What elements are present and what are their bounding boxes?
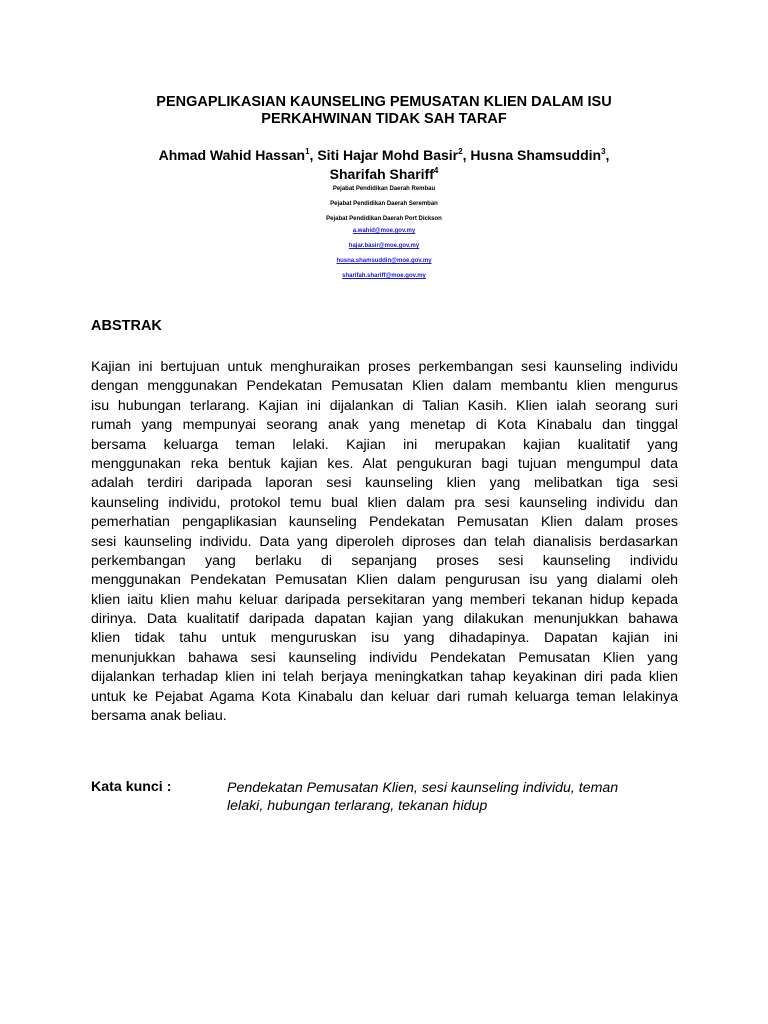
author-line-1: Ahmad Wahid Hassan$^1$, Siti Hajar Mohd Basir$^2$, Husna Shamsuddin$^3$,: [158, 147, 610, 163]
author-name: Husna Shamsuddin: [470, 147, 602, 163]
abstract-line: menggunakan Pendekatan Pemusatan Klien dalam pengurusan isu yang dialami oleh: [91, 572, 678, 589]
abstract-line: dengan menggunakan Pendekatan Pemusatan Klien dalam membantu klien mengurus: [91, 378, 678, 395]
abstract-heading: ABSTRAK: [91, 318, 162, 334]
abstract-line: isu hubungan terlarang. Kajian ini dijalankan di Talian Kasih. Klien ialah seorang suri: [91, 397, 678, 414]
abstract-line: menunjukkan bahawa sesi kaunseling individu Pendekatan Pemusatan Klien yang: [91, 649, 678, 666]
abstract-line: pemerhatian pengaplikasian kaunseling Pendekatan Pemusatan Klien dalam proses: [91, 514, 678, 531]
author-name: Sharifah Shariff: [329, 166, 434, 182]
abstract-line: perkembangan yang berlaku di sepanjang proses sesi kaunseling individu: [91, 552, 678, 569]
author-superscript: 1: [305, 147, 310, 156]
email-list: [90, 224, 678, 284]
keywords-label: Kata kunci :: [91, 779, 172, 795]
affiliation: Pejabat Pendidikan Daerah Seremban: [330, 201, 438, 207]
abstract-line: Kajian ini bertujuan untuk menghuraikan proses perkembangan sesi kaunseling individu: [91, 359, 678, 375]
abstract-line: klien tidak tahu untuk menguruskan isu yang dihadapinya. Dapatan kajian ini: [91, 630, 678, 647]
title-line-1: PENGAPLIKASIAN KAUNSELING PEMUSATAN KLIEN DALAM ISU: [156, 94, 612, 110]
affiliation: Pejabat Pendidikan Daerah Port Dickson: [326, 216, 442, 222]
abstract-line: rumah yang mempunyai seorang anak yang menetap di Kota Kinabalu dan tinggal: [91, 417, 678, 434]
abstract-line: untuk ke Pejabat Agama Kota Kinabalu dan keluar dari rumah keluarga teman lelakinya: [91, 688, 678, 705]
affiliation-list: [90, 182, 678, 227]
abstract-body: [91, 358, 678, 726]
author-list: [90, 146, 678, 184]
email-link[interactable]: hajar.basir@moe.gov.my: [348, 243, 420, 249]
title-line-2: PERKAHWINAN TIDAK SAH TARAF: [261, 111, 507, 127]
abstract-line: bersama keluarga teman lelaki. Kajian ini merupakan kajian kualitatif yang: [91, 436, 678, 453]
author-name: Siti Hajar Mohd Basir: [317, 147, 459, 163]
abstract-line: sesi kaunseling individu. Data yang diperoleh diproses dan telah dianalisis berdasarkan: [91, 533, 678, 550]
abstract-line: menggunakan reka bentuk kajian kes. Alat pengukuran bagi tujuan mengumpul data: [91, 455, 678, 472]
author-superscript: 3: [601, 147, 606, 156]
abstract-line: dirinya. Data kualitatif daripada dapatan kajian yang dilakukan menunjukkan bahawa: [91, 611, 678, 628]
email-link[interactable]: a.wahid@moe.gov.my: [352, 228, 416, 234]
email-link[interactable]: husna.shamsuddin@moe.gov.my: [336, 258, 432, 264]
affiliation: Pejabat Pendidikan Daerah Rembau: [332, 186, 436, 192]
email-link[interactable]: sharifah.shariff@moe.gov.my: [342, 273, 426, 279]
author-superscript: 4: [433, 166, 439, 175]
author-name: Ahmad Wahid Hassan: [158, 147, 306, 163]
abstract-line: adalah terdiri daripada laporan sesi kaunseling klien yang melibatkan tiga sesi: [91, 475, 678, 492]
keywords-line-1: Pendekatan Pemusatan Klien, sesi kaunseling individu, teman: [227, 780, 619, 796]
abstract-line: kaunseling individu, protokol temu bual klien dalam pra sesi kaunseling individu dan: [91, 494, 678, 511]
paper-title: [90, 94, 678, 128]
author-superscript: 2: [458, 147, 463, 156]
keywords-line-2: lelaki, hubungan terlarang, tekanan hidup: [227, 798, 488, 814]
keywords-text: [227, 779, 678, 815]
abstract-line: bersama anak beliau.: [91, 708, 227, 725]
abstract-line: dijalankan terhadap klien ini telah berjaya meningkatkan tahap keyakinan diri pada klien: [91, 669, 678, 686]
abstract-line: klien iaitu klien mahu keluar daripada persekitaran yang memberi tekanan hidup kepada: [91, 591, 678, 608]
